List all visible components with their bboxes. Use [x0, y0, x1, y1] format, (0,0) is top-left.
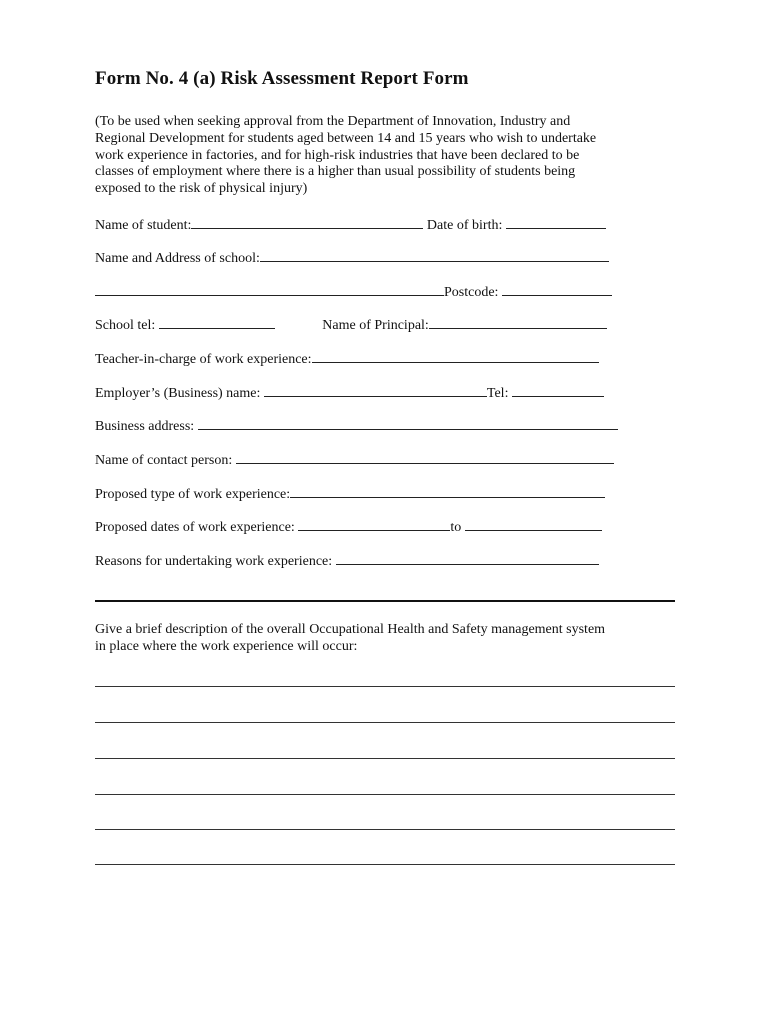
intro-line: work experience in factories, and for high-risk industries that have been declared to be: [95, 147, 580, 163]
principal-label: Name of Principal:: [322, 318, 429, 333]
intro-line: (To be used when seeking approval from the Department of Innovation, Industry and: [95, 114, 571, 129]
student-name-label: Name of student:: [95, 218, 192, 233]
school-tel-row: [95, 314, 675, 335]
employer-tel-label: Tel:: [486, 386, 509, 401]
teacher-label: Teacher-in-charge of work experience:: [95, 352, 312, 367]
school-label: Name and Address of school:: [95, 251, 260, 266]
description-line: Give a brief description of the overall Occupational Health and Safety management system: [95, 622, 606, 637]
ohs-description-prompt: [95, 622, 675, 655]
postcode-field[interactable]: [502, 281, 612, 296]
school-name-address-field[interactable]: [260, 247, 609, 262]
form-title: Form No. 4 (a) Risk Assessment Report Form: [95, 68, 469, 89]
date-to-field[interactable]: [465, 516, 602, 531]
teacher-row: [95, 348, 675, 369]
date-from-field[interactable]: [298, 516, 450, 531]
answer-line[interactable]: [95, 722, 675, 723]
business-address-label: Business address:: [95, 419, 195, 434]
contact-label: Name of contact person:: [95, 453, 233, 468]
reasons-field[interactable]: [336, 550, 599, 565]
employer-row: [95, 382, 675, 403]
employer-tel-field[interactable]: [512, 382, 604, 397]
student-row: [95, 214, 675, 235]
answer-line[interactable]: [95, 686, 675, 687]
contact-field[interactable]: [236, 449, 614, 464]
student-name-field[interactable]: [191, 214, 423, 229]
employer-label: Employer’s (Business) name:: [95, 386, 261, 401]
work-type-field[interactable]: [290, 483, 605, 498]
business-address-field[interactable]: [198, 415, 618, 430]
reasons-row: [95, 550, 675, 571]
dob-field[interactable]: [506, 214, 606, 229]
answer-line[interactable]: [95, 794, 675, 795]
section-divider: [95, 600, 675, 602]
intro-line: classes of employment where there is a higher than usual possibility of students being: [95, 164, 576, 180]
postcode-label: Postcode:: [444, 285, 499, 300]
employer-field[interactable]: [264, 382, 487, 397]
dates-to-label: to: [450, 520, 462, 535]
answer-line[interactable]: [95, 864, 675, 865]
school-address-line-field[interactable]: [95, 281, 444, 296]
dob-label: Date of birth:: [426, 218, 503, 233]
contact-row: [95, 449, 675, 470]
school-tel-field[interactable]: [159, 314, 275, 329]
school-tel-label: School tel:: [95, 318, 156, 333]
work-type-label: Proposed type of work experience:: [95, 487, 291, 502]
form-intro: [95, 114, 675, 198]
intro-line: exposed to the risk of physical injury): [95, 181, 308, 197]
dates-row: [95, 516, 675, 537]
description-line: in place where the work experience will occur:: [95, 638, 358, 654]
teacher-field[interactable]: [312, 348, 599, 363]
intro-line: Regional Development for students aged between 14 and 15 years who wish to undertake: [95, 130, 597, 146]
answer-line[interactable]: [95, 758, 675, 759]
reasons-label: Reasons for undertaking work experience:: [95, 554, 333, 569]
business-address-row: [95, 415, 675, 436]
answer-line[interactable]: [95, 829, 675, 830]
principal-field[interactable]: [429, 314, 607, 329]
dates-label: Proposed dates of work experience:: [95, 520, 295, 535]
school-row: [95, 247, 675, 268]
postcode-row: [95, 281, 675, 302]
work-type-row: [95, 483, 675, 504]
